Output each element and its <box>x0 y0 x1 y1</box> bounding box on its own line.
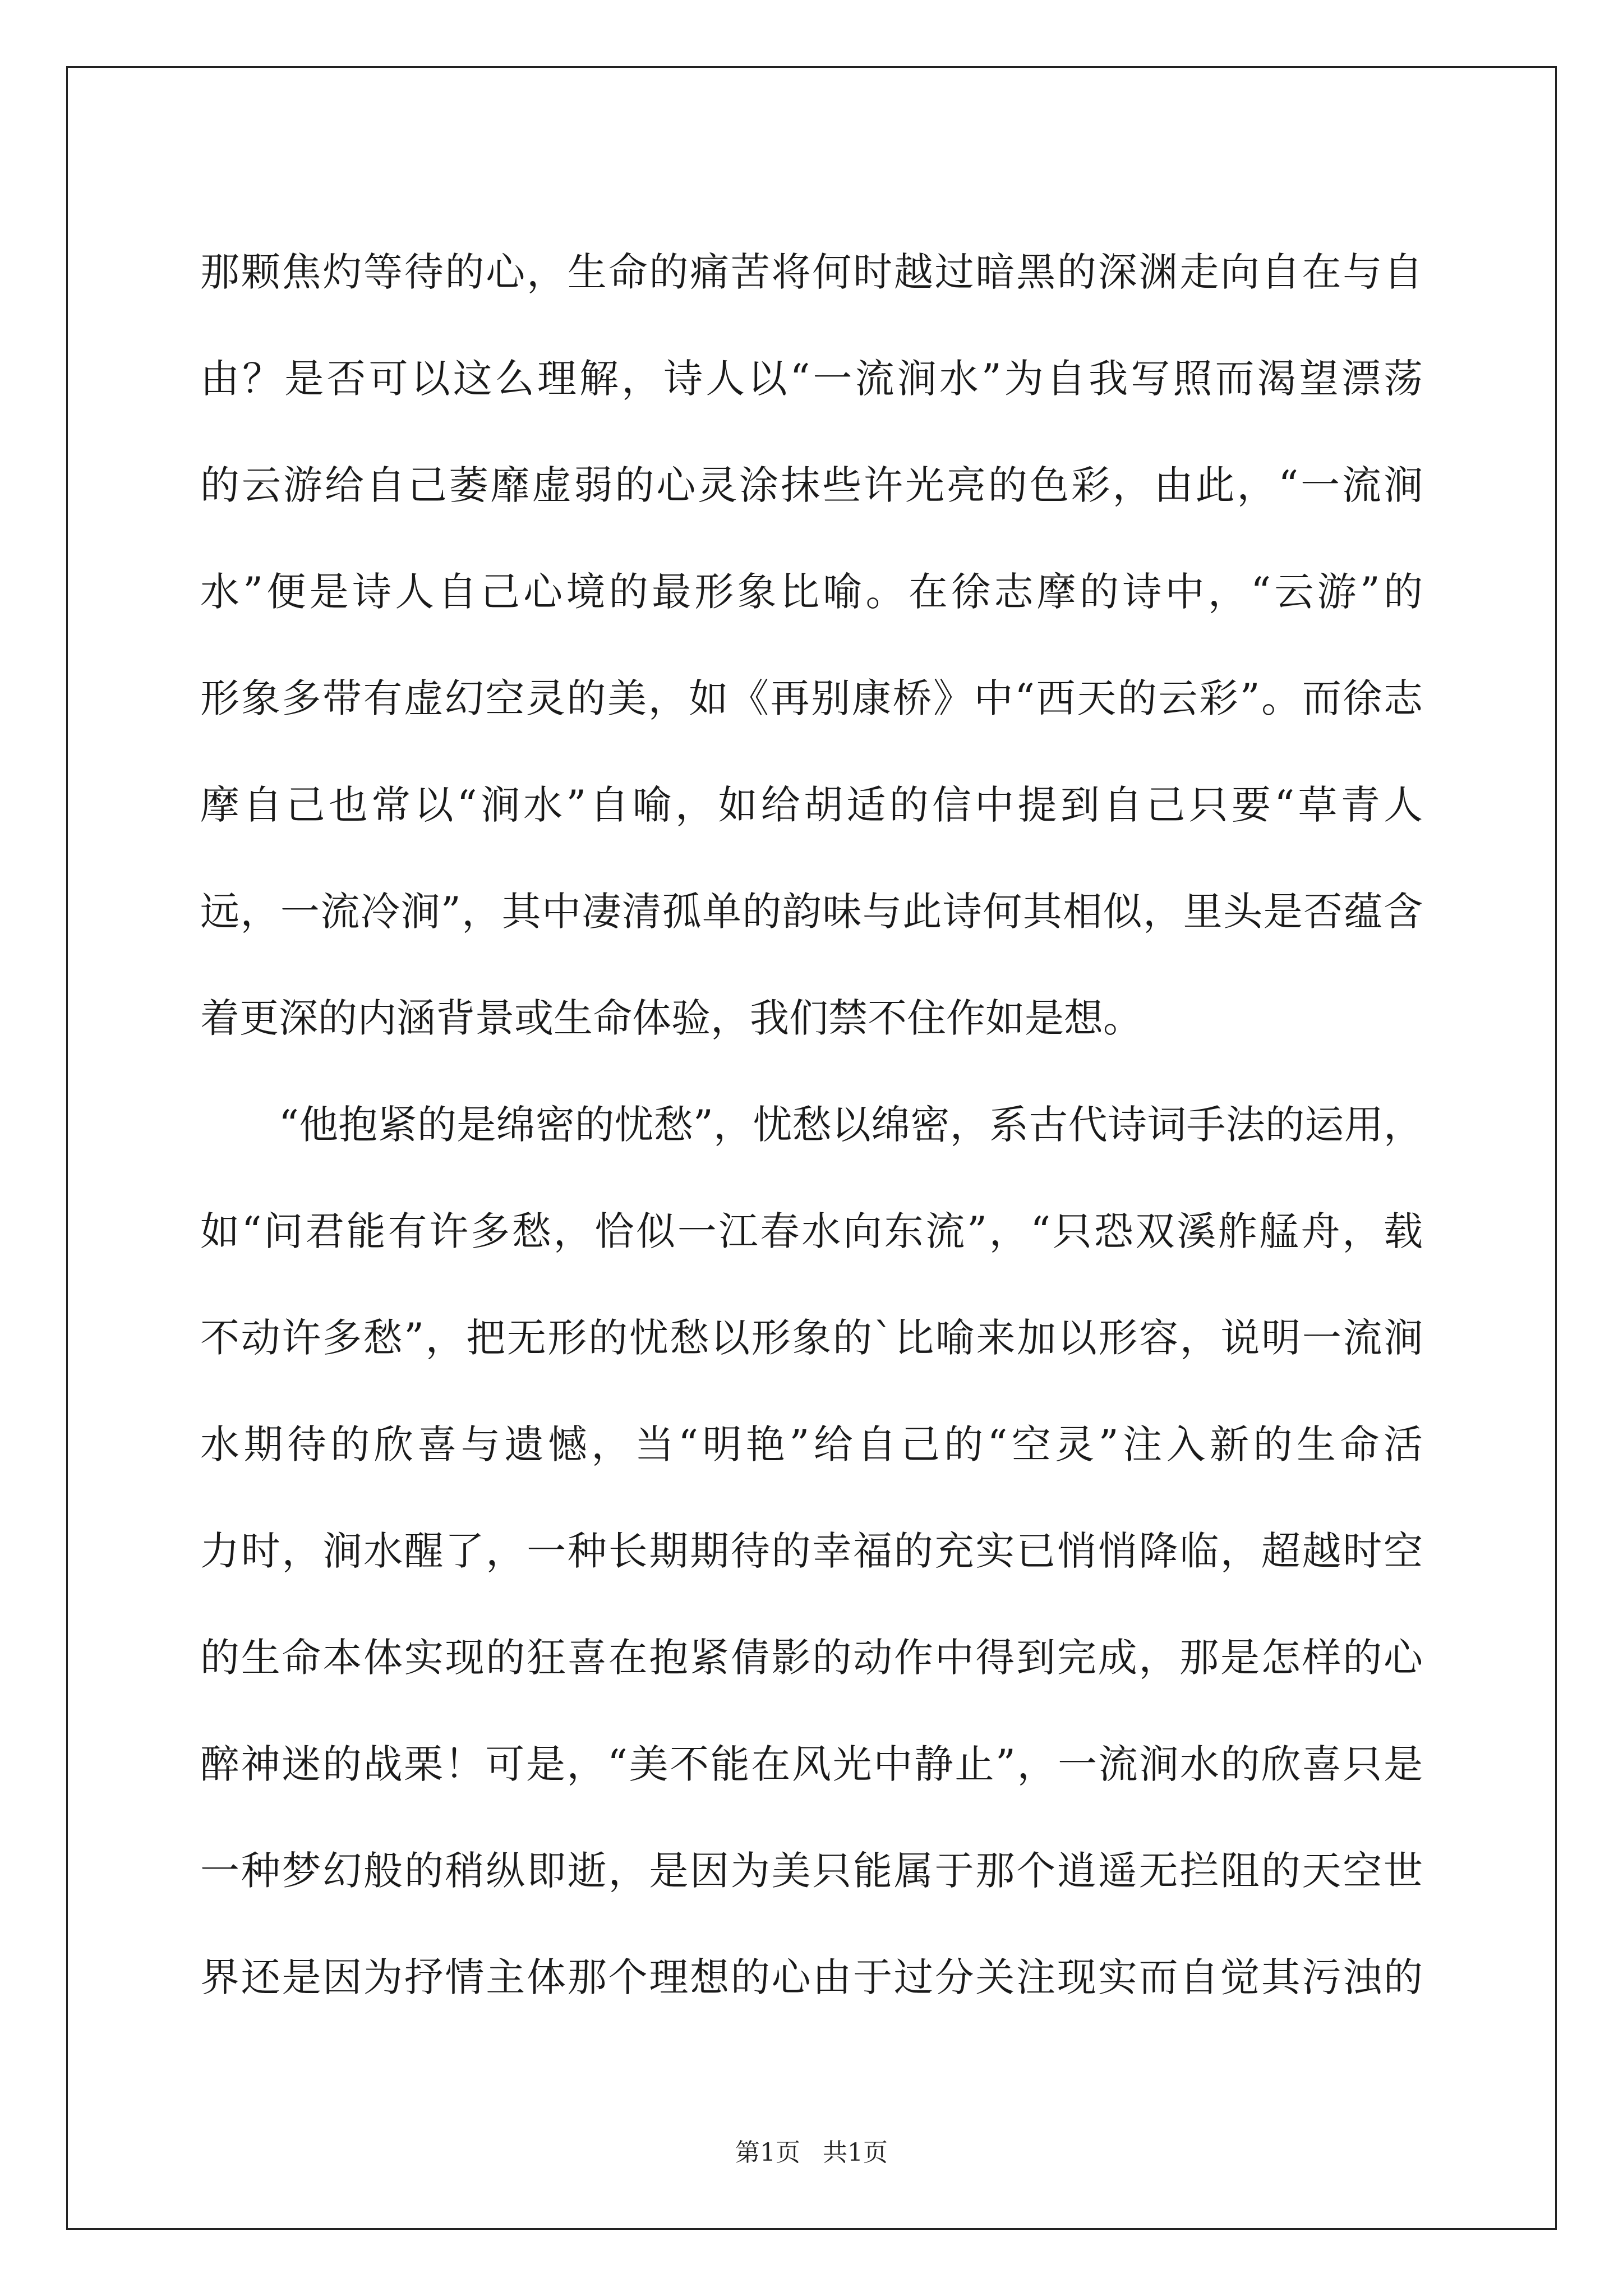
page-number: 第1页 <box>735 2138 800 2167</box>
paragraph-1 <box>200 219 1423 1071</box>
text-line: 的生命本体实现的狂喜在抱紧倩影的动作中得到完成，那是怎样的心 <box>200 1635 1423 1681</box>
text-line: 的云游给自己萎靡虚弱的心灵涂抹些许光亮的色彩，由此，“一流涧 <box>200 462 1423 508</box>
text-line: 如“问君能有许多愁，恰似一江春水向东流”，“只恐双溪舴艋舟，载 <box>200 1208 1423 1254</box>
text-line: “他抱紧的是绵密的忧愁”，忧愁以绵密，系古代诗词手法的运用， <box>279 1102 1423 1148</box>
text-line: 水”便是诗人自己心境的最形象比喻。在徐志摩的诗中，“云游”的 <box>200 569 1423 615</box>
text-line: 力时，涧水醒了，一种长期期待的幸福的充实已悄悄降临，超越时空 <box>200 1528 1423 1574</box>
text-line: 界还是因为抒情主体那个理想的心由于过分关注现实而自觉其污浊的 <box>200 1954 1423 2000</box>
text-line: 形象多带有虚幻空灵的美，如《再别康桥》中“西天的云彩”。而徐志 <box>200 675 1423 721</box>
page-total: 共1页 <box>823 2138 888 2167</box>
text-line: 水期待的欣喜与遗憾，当“明艳”给自己的“空灵”注入新的生命活 <box>200 1421 1423 1467</box>
text-line: 由？是否可以这么理解，诗人以“一流涧水”为自我写照而渴望漂荡 <box>200 356 1423 402</box>
paragraph-2 <box>200 1071 1423 2031</box>
text-line: 醉神迷的战栗！可是，“美不能在风光中静止”，一流涧水的欣喜只是 <box>200 1741 1423 1787</box>
document-body <box>200 219 1423 2031</box>
page-footer <box>0 2136 1623 2170</box>
text-line: 不动许多愁”，把无形的忧愁以形象的`比喻来加以形容，说明一流涧 <box>200 1315 1423 1361</box>
text-line: 那颗焦灼等待的心，生命的痛苦将何时越过暗黑的深渊走向自在与自 <box>200 249 1423 295</box>
text-line: 摩自己也常以“涧水”自喻，如给胡适的信中提到自己只要“草青人 <box>200 782 1423 828</box>
text-line: 着更深的内涵背景或生命体验，我们禁不住作如是想。 <box>200 995 1142 1041</box>
text-line: 远，一流冷涧”，其中凄清孤单的韵味与此诗何其相似，里头是否蕴含 <box>200 889 1423 935</box>
text-line: 一种梦幻般的稍纵即逝，是因为美只能属于那个逍遥无拦阻的天空世 <box>200 1848 1423 1894</box>
